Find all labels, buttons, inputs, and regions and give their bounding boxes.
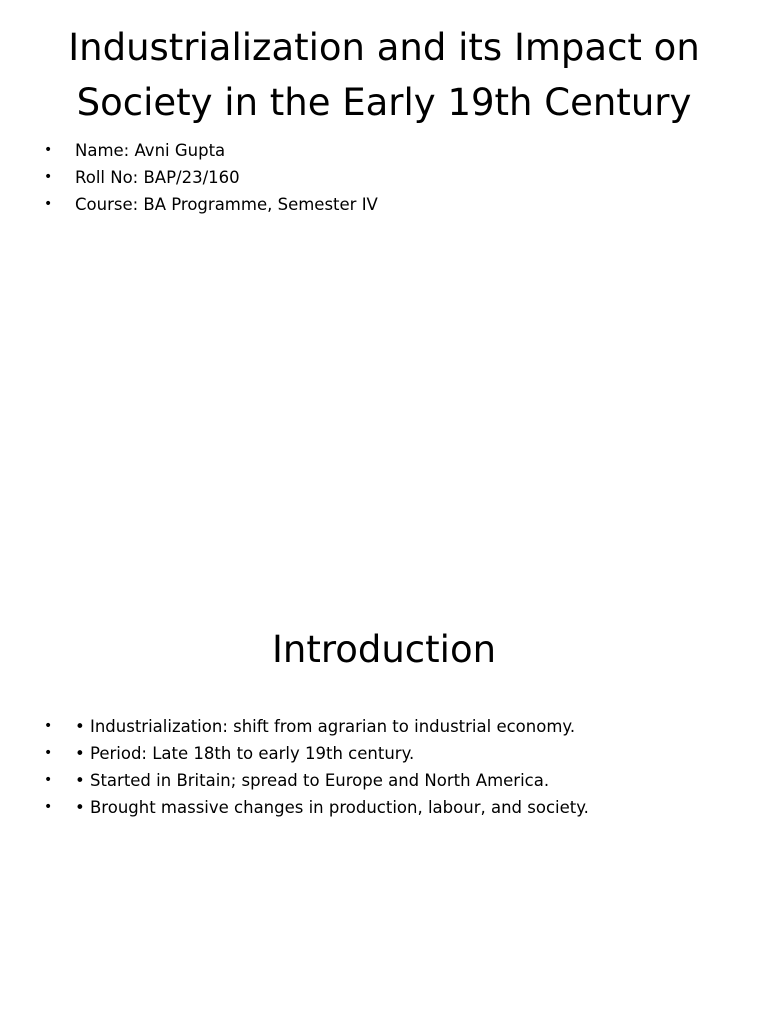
roll-number: Roll No: BAP/23/160 bbox=[75, 168, 240, 187]
intro-point-changes: • Brought massive changes in production, labour, and society. bbox=[75, 798, 589, 817]
bullet-icon: • bbox=[44, 799, 53, 815]
bullet-icon: • bbox=[44, 772, 53, 788]
student-info-list bbox=[0, 137, 740, 218]
slide-title-heading: Industrialization and its Impact on Society in the Early 19th Century bbox=[68, 26, 700, 124]
bullet-icon: • bbox=[44, 745, 53, 761]
slide-introduction bbox=[0, 576, 768, 1024]
list-item bbox=[0, 740, 740, 767]
introduction-list bbox=[0, 713, 740, 821]
list-item bbox=[0, 767, 740, 794]
course-info: Course: BA Programme, Semester IV bbox=[75, 195, 378, 214]
bullet-icon: • bbox=[44, 718, 53, 734]
list-item bbox=[0, 794, 740, 821]
intro-point-origin: • Started in Britain; spread to Europe and North America. bbox=[75, 771, 550, 790]
list-item bbox=[0, 164, 740, 191]
list-item bbox=[0, 191, 740, 218]
intro-point-period: • Period: Late 18th to early 19th century. bbox=[75, 744, 415, 763]
intro-point-definition: • Industrialization: shift from agrarian to industrial economy. bbox=[75, 717, 576, 736]
student-name: Name: Avni Gupta bbox=[75, 141, 226, 160]
list-item bbox=[0, 137, 740, 164]
introduction-heading: Introduction bbox=[271, 628, 497, 671]
bullet-icon: • bbox=[44, 169, 53, 185]
bullet-icon: • bbox=[44, 196, 53, 212]
bullet-icon: • bbox=[44, 142, 53, 158]
list-item bbox=[0, 713, 740, 740]
